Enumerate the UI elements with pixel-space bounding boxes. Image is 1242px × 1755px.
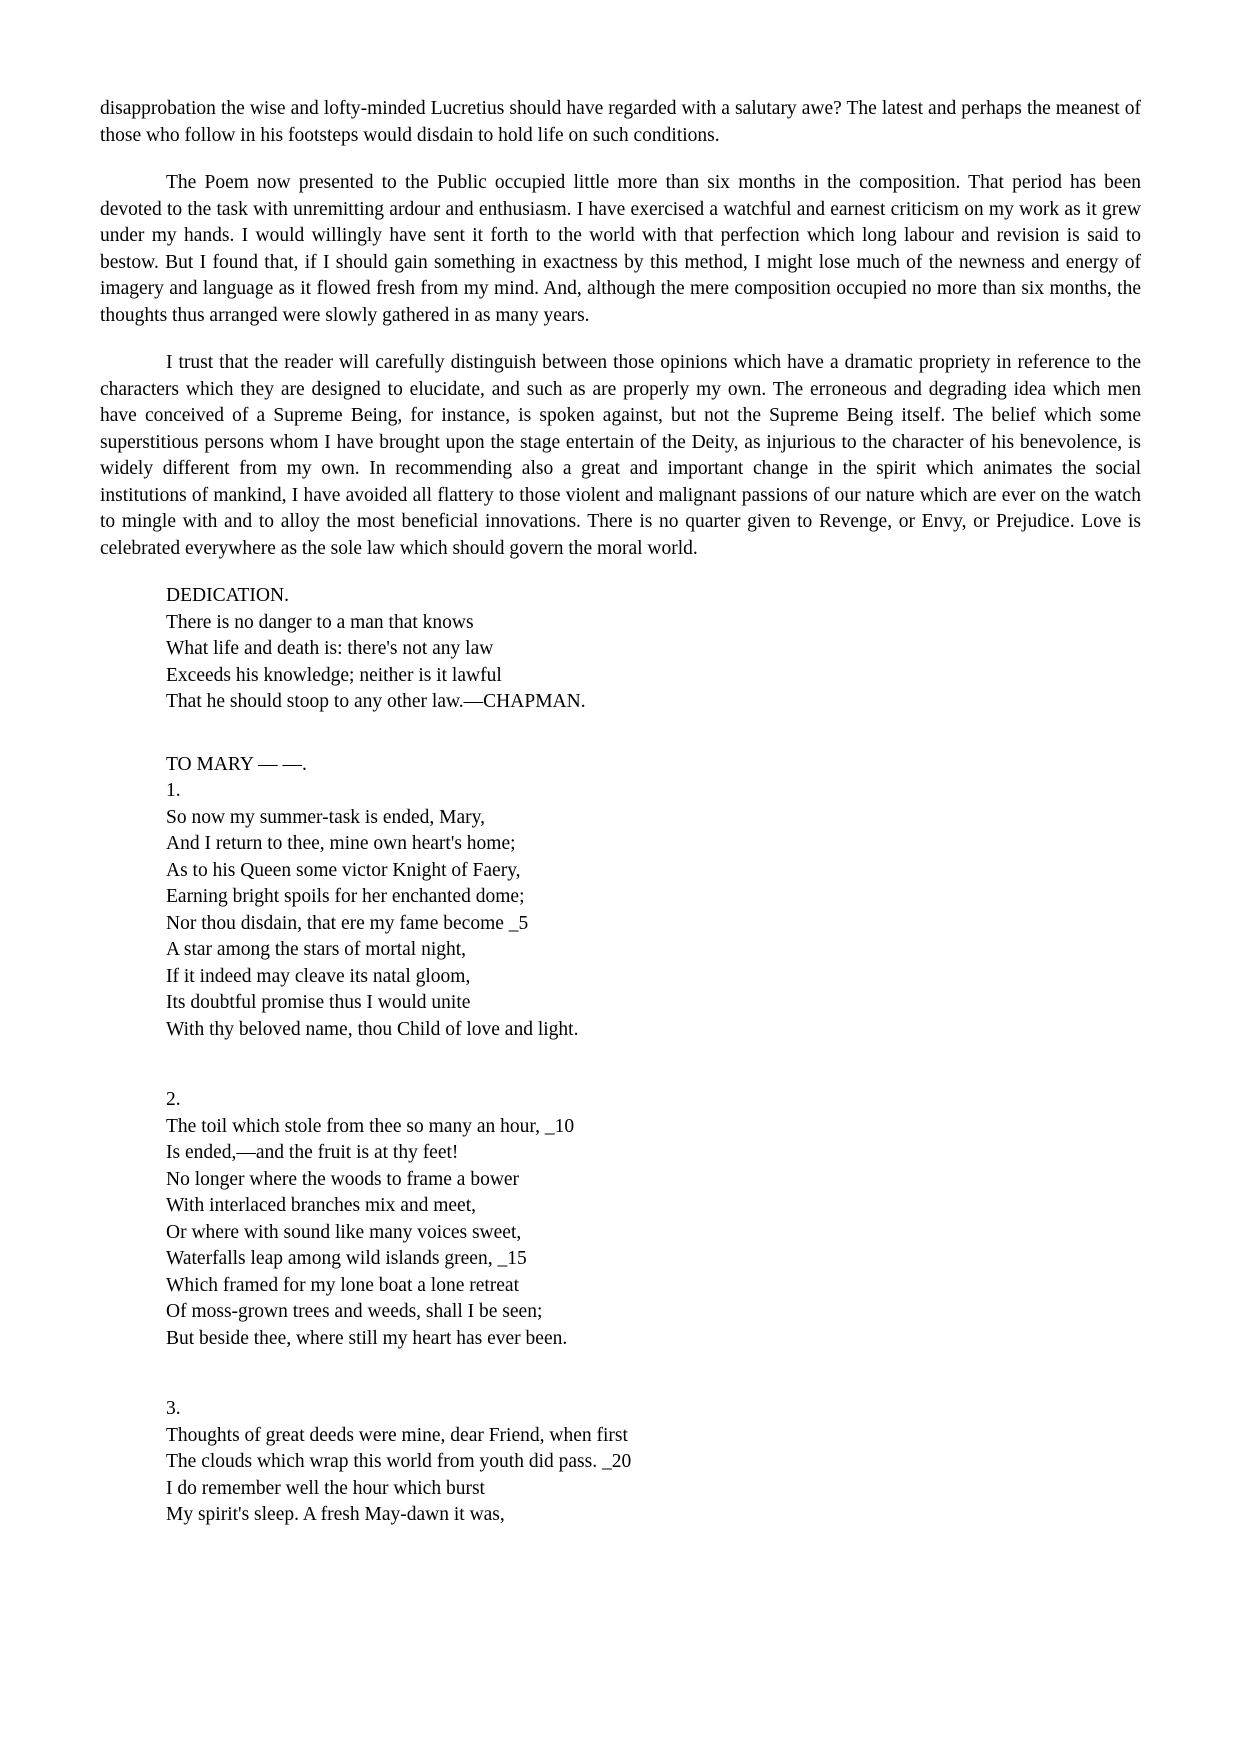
- poem-verse-line: Which framed for my lone boat a lone retreat: [166, 1274, 520, 1296]
- stanza-1: [166, 778, 1141, 1043]
- preface-paragraph-continuation: disapprobation the wise and lofty-minded Lucretius should have regarded with a salutary awe? The latest and perhaps the meanest of those who follow in his footsteps would disdain to hold life on such conditions.: [100, 98, 1141, 146]
- dedication-heading: DEDICATION.: [166, 585, 289, 606]
- poem-verse-line: Waterfalls leap among wild islands green, _15: [166, 1248, 527, 1269]
- dedication-section: [166, 583, 1141, 716]
- poem-verse-line: No longer where the woods to frame a bower: [166, 1168, 520, 1190]
- poem-verse-line: But beside thee, where still my heart has ever been.: [166, 1327, 568, 1349]
- poem-verse-line: Earning bright spoils for her enchanted dome;: [166, 886, 525, 907]
- poem-title: TO MARY — —.: [166, 753, 307, 775]
- stanza-number: 3.: [166, 1398, 181, 1419]
- poem-verse-line: I do remember well the hour which burst: [166, 1477, 485, 1499]
- dedication-verse-line: What life and death is: there's not any law: [166, 638, 494, 659]
- dedication-lines: [166, 610, 1141, 716]
- stanza-number: 1.: [166, 780, 181, 801]
- poem-verse-line: As to his Queen some victor Knight of Faery,: [166, 859, 521, 881]
- poem-verse-line: So now my summer-task is ended, Mary,: [166, 806, 485, 828]
- poem-verse-line: A star among the stars of mortal night,: [166, 939, 467, 960]
- stanza-lines: [166, 1423, 1141, 1529]
- dedication-verse-line: Exceeds his knowledge; neither is it lawful: [166, 664, 502, 686]
- poem-verse-line: Of moss-grown trees and weeds, shall I be seen;: [166, 1301, 543, 1322]
- poem-verse-line: The toil which stole from thee so many an hour, _10: [166, 1115, 575, 1137]
- preface-paragraph: The Poem now presented to the Public occupied little more than six months in the composition. That period has been devoted to the task with unremitting ardour and enthusiasm. I have exercised a watchful and earnest criticism on my work as it grew under my hands. I would willingly have sent it forth to the world with that perfection which long labour and revision is said to bestow. But I found that, if I should gain something in exactness by this method, I might lose much of the newness and energy of imagery and language as it flowed fresh from my mind. And, although the mere composition occupied no more than six months, the thoughts thus arranged were slowly gathered in as many years.: [100, 172, 1141, 326]
- poem-verse-line: If it indeed may cleave its natal gloom,: [166, 965, 471, 987]
- poem-section: [166, 752, 1141, 1529]
- dedication-verse-line: That he should stoop to any other law.—CHAPMAN.: [166, 691, 586, 712]
- poem-verse-line: Thoughts of great deeds were mine, dear Friend, when first: [166, 1424, 628, 1446]
- stanza-2: [166, 1087, 1141, 1352]
- poem-verse-line: The clouds which wrap this world from youth did pass. _20: [166, 1451, 632, 1472]
- poem-verse-line: My spirit's sleep. A fresh May-dawn it was,: [166, 1504, 505, 1525]
- poem-verse-line: Its doubtful promise thus I would unite: [166, 992, 471, 1013]
- poem-verse-line: Nor thou disdain, that ere my fame become _5: [166, 912, 529, 934]
- stanza-lines: [166, 1114, 1141, 1353]
- poem-verse-line: Is ended,—and the fruit is at thy feet!: [166, 1142, 459, 1163]
- stanza-number: 2.: [166, 1089, 181, 1110]
- preface-paragraph: I trust that the reader will carefully distinguish between those opinions which have a dramatic propriety in reference to the characters which they are designed to elucidate, and such as are properly my own. The erroneous and degrading idea which men have conceived of a Supreme Being, for instance, is spoken against, but not the Supreme Being itself. The belief which some superstitious persons whom I have brought upon the stage entertain of the Deity, as injurious to the character of his benevolence, is widely different from my own. In recommending also a great and important change in the spirit which animates the social institutions of mankind, I have avoided all flattery to those violent and malignant passions of our nature which are ever on the watch to mingle with and to alloy the most beneficial innovations. There is no quarter given to Revenge, or Envy, or Prejudice. Love is celebrated everywhere as the sole law which should govern the moral world.: [100, 352, 1141, 559]
- dedication-verse-line: There is no danger to a man that knows: [166, 611, 474, 633]
- stanza-lines: [166, 805, 1141, 1044]
- stanza-3: [166, 1396, 1141, 1529]
- poem-verse-line: With interlaced branches mix and meet,: [166, 1195, 477, 1216]
- poem-verse-line: Or where with sound like many voices sweet,: [166, 1221, 522, 1243]
- poem-verse-line: With thy beloved name, thou Child of love and light.: [166, 1018, 579, 1040]
- poem-verse-line: And I return to thee, mine own heart's home;: [166, 833, 516, 854]
